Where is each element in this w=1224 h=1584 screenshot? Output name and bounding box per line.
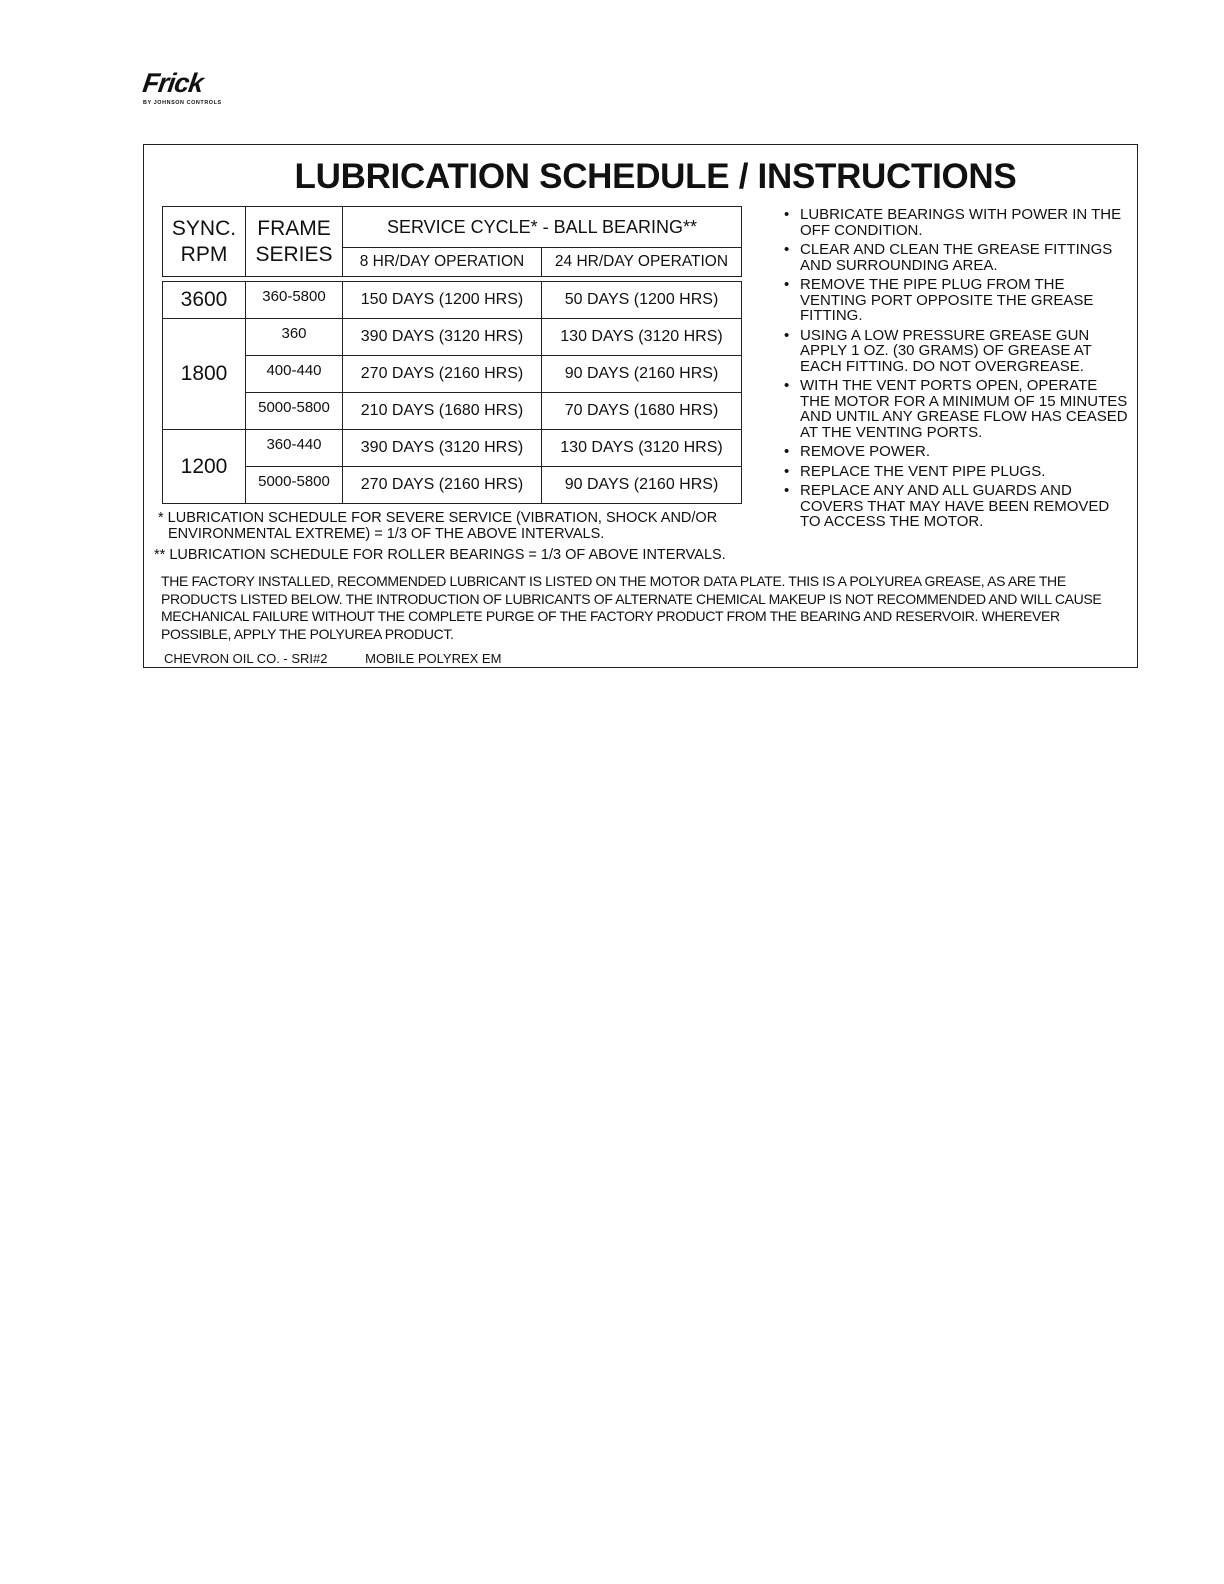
bullet-icon: •: [784, 443, 790, 460]
instruction-item: [784, 328, 1129, 375]
bullet-icon: •: [784, 241, 790, 258]
hr24-cell: 90 DAYS (2160 HRS): [542, 356, 742, 393]
frame-cell: 5000-5800: [246, 467, 343, 504]
frame-cell: 360: [246, 319, 343, 356]
instruction-text: USING A LOW PRESSURE GREASE GUN APPLY 1 OZ. (30 GRAMS) OF GREASE AT EACH FITTING. DO NOT OVERGREASE.: [800, 326, 1092, 375]
lubrication-panel: [143, 144, 1138, 668]
instruction-item: [784, 277, 1129, 324]
rpm-cell: 1200: [163, 430, 246, 504]
bullet-icon: •: [784, 326, 790, 344]
instruction-text: LUBRICATE BEARINGS WITH POWER IN THE OFF CONDITION.: [800, 206, 1122, 239]
rpm-cell: 1800: [163, 319, 246, 430]
header-frame-series: FRAME SERIES: [246, 207, 343, 277]
footnote-severe-line1: * LUBRICATION SCHEDULE FOR SEVERE SERVICE (VIBRATION, SHOCK AND/OR: [158, 510, 718, 526]
logo-wordmark: Frick: [140, 68, 205, 98]
bullet-icon: •: [784, 206, 790, 223]
instruction-item: [784, 464, 1129, 480]
hr8-cell: 270 DAYS (2160 HRS): [343, 467, 542, 504]
rpm-cell: 3600: [163, 282, 246, 319]
instruction-text: REPLACE ANY AND ALL GUARDS AND COVERS THAT MAY HAVE BEEN REMOVED TO ACCESS THE MOTOR.: [800, 482, 1110, 530]
product-list: [164, 651, 501, 666]
bullet-icon: •: [784, 462, 790, 480]
instruction-item: [784, 378, 1129, 440]
bullet-icon: •: [784, 276, 790, 293]
instruction-text: WITH THE VENT PORTS OPEN, OPERATE THE MOTOR FOR A MINIMUM OF 15 MINUTES AND UNTIL ANY GREASE FLOW HAS CEASED AT THE VENTING PORTS.: [800, 377, 1128, 441]
logo-tagline: BY JOHNSON CONTROLS: [143, 100, 222, 106]
hr8-cell: 210 DAYS (1680 HRS): [343, 393, 542, 430]
footnote-severe-service: [158, 510, 758, 542]
lubrication-table: [162, 206, 742, 504]
instruction-text: REMOVE THE PIPE PLUG FROM THE VENTING PORT OPPOSITE THE GREASE FITTING.: [800, 276, 1094, 324]
lubricant-notice: THE FACTORY INSTALLED, RECOMMENDED LUBRICANT IS LISTED ON THE MOTOR DATA PLATE. THIS IS A POLYUREA GREASE, AS ARE THE PRODUCTS LISTED BELOW. THE INTRODUCTION OF LUBRICANTS OF ALTERNATE CHEMICAL MAKEUP IS NOT RECOMMENDED AND WILL CAUSE MECHANICAL FAILURE WITHOUT THE COMPLETE PURGE OF THE FACTORY PRODUCT FROM THE BEARING AND RESERVOIR. WHEREVER POSSIBLE, APPLY THE POLYUREA PRODUCT.: [161, 573, 1102, 642]
instruction-item: [784, 483, 1129, 530]
product-item: CHEVRON OIL CO. - SRI#2: [164, 651, 328, 666]
footnote-severe-line2: ENVIRONMENTAL EXTREME) = 1/3 OF THE ABOVE INTERVALS.: [168, 526, 605, 542]
table-row: [163, 282, 742, 319]
hr24-cell: 130 DAYS (3120 HRS): [542, 319, 742, 356]
header-24hr: 24 HR/DAY OPERATION: [542, 248, 742, 277]
instruction-item: [784, 242, 1129, 273]
instruction-text: REPLACE THE VENT PIPE PLUGS.: [800, 462, 1046, 480]
header-sync-rpm: SYNC. RPM: [163, 207, 246, 277]
hr24-cell: 50 DAYS (1200 HRS): [542, 282, 742, 319]
footnote-roller-bearings: ** LUBRICATION SCHEDULE FOR ROLLER BEARINGS = 1/3 OF ABOVE INTERVALS.: [154, 547, 726, 563]
instruction-list: [784, 207, 1129, 534]
product-item: MOBILE POLYREX EM: [365, 651, 502, 666]
hr8-cell: 270 DAYS (2160 HRS): [343, 356, 542, 393]
hr8-cell: 150 DAYS (1200 HRS): [343, 282, 542, 319]
hr24-cell: 90 DAYS (2160 HRS): [542, 467, 742, 504]
header-8hr: 8 HR/DAY OPERATION: [343, 248, 542, 277]
page-title: LUBRICATION SCHEDULE / INSTRUCTIONS: [294, 157, 1017, 196]
instruction-text: CLEAR AND CLEAN THE GREASE FITTINGS AND SURROUNDING AREA.: [800, 241, 1113, 274]
bullet-icon: •: [784, 377, 790, 394]
table-row: [163, 356, 742, 393]
header-service-cycle: SERVICE CYCLE* - BALL BEARING**: [343, 207, 742, 248]
hr24-cell: 70 DAYS (1680 HRS): [542, 393, 742, 430]
instruction-text: REMOVE POWER.: [800, 443, 931, 460]
instruction-item: [784, 207, 1129, 238]
table-row: [163, 319, 742, 356]
hr8-cell: 390 DAYS (3120 HRS): [343, 319, 542, 356]
frick-logo: [140, 68, 263, 106]
bullet-icon: •: [784, 482, 790, 499]
instruction-item: [784, 444, 1129, 460]
frame-cell: 400-440: [246, 356, 343, 393]
table-row: [163, 467, 742, 504]
frame-cell: 5000-5800: [246, 393, 343, 430]
hr24-cell: 130 DAYS (3120 HRS): [542, 430, 742, 467]
frame-cell: 360-5800: [246, 282, 343, 319]
table-row: [163, 430, 742, 467]
hr8-cell: 390 DAYS (3120 HRS): [343, 430, 542, 467]
table-row: [163, 393, 742, 430]
frame-cell: 360-440: [246, 430, 343, 467]
